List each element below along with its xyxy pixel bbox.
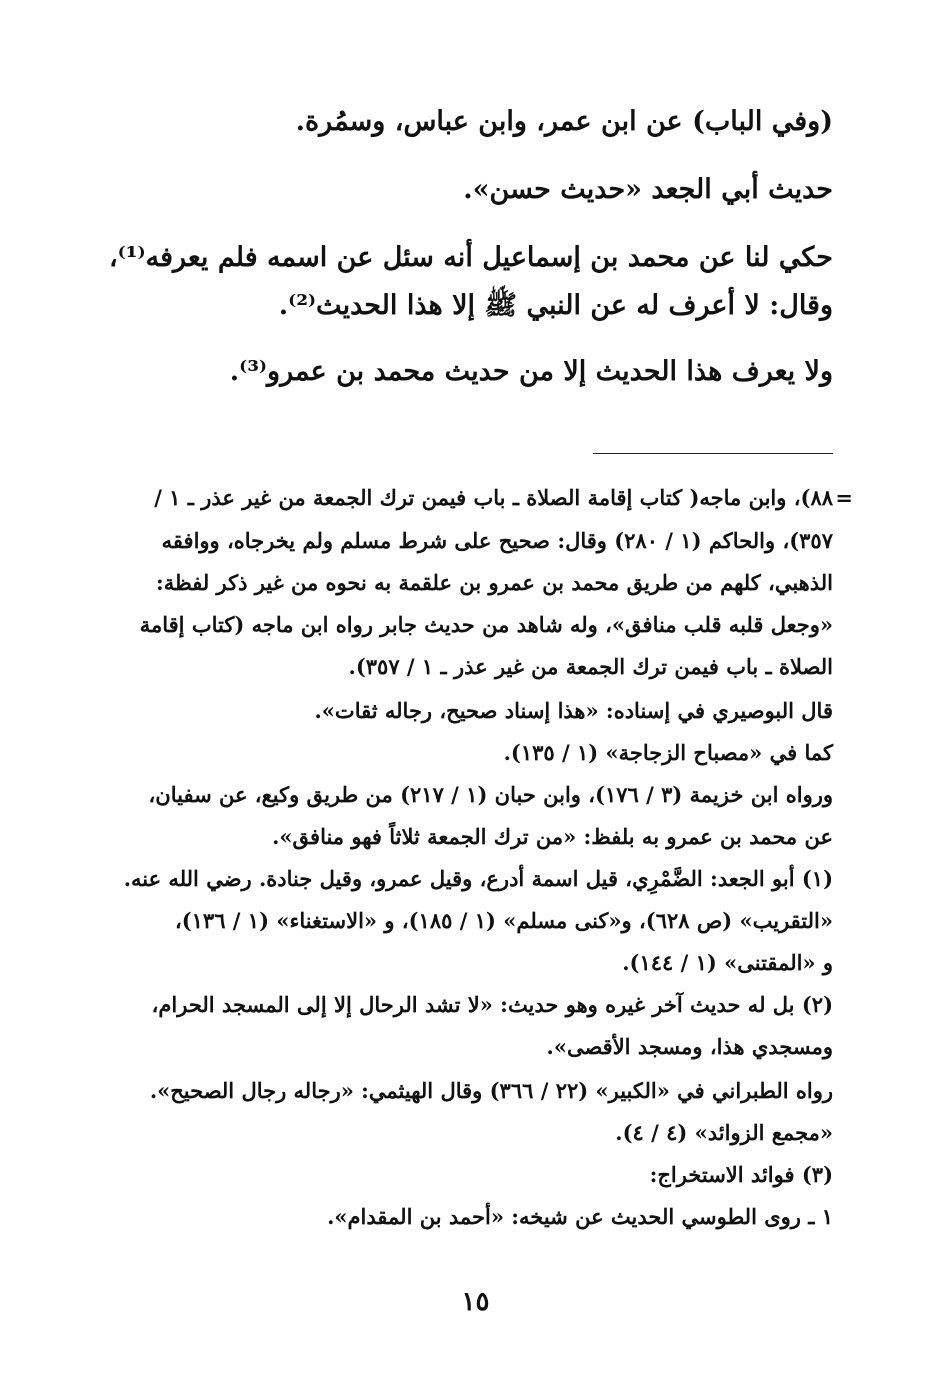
footnote-line: (٢) بل له حديث آخر غيره وهو حديث: «لا تشد الرحال إلا إلى المسجد الحرام، bbox=[151, 992, 833, 1017]
footnote-line: قال البوصيري في إسناده: «هذا إسناد صحيح، رجاله ثقات». bbox=[314, 698, 833, 723]
footnote-line: رواه الطبراني في «الكبير» (٢٢ / ٣٦٦) وقال الهيثمي: «رجاله رجال الصحيح». bbox=[149, 1078, 833, 1103]
main-text-line-4: وقال: لا أعرف له عن النبي ﷺ إلا هذا الحديث⁽²⁾. bbox=[278, 290, 833, 321]
footnote-line: ٨٨)، وابن ماجه( كتاب إقامة الصلاة ـ باب فيمن ترك الجمعة من غير عذر ـ ١ / bbox=[154, 485, 833, 510]
footnote-separator bbox=[593, 453, 833, 454]
main-text-line-1: (وفي الباب) عن ابن عمر، وابن عباس، وسمُرة. bbox=[295, 106, 833, 137]
footnote-line: (٣) فوائد الاستخراج: bbox=[649, 1162, 833, 1187]
footnote-line: عن محمد بن عمرو به بلفظ: «من ترك الجمعة ثلاثاً فهو منافق». bbox=[272, 824, 833, 849]
footnote-line: ومسجدي هذا، ومسجد الأقصى». bbox=[546, 1034, 833, 1059]
footnote-line: «مجمع الزوائد» (٤ / ٤). bbox=[615, 1120, 833, 1145]
main-text-line-3: حكي لنا عن محمد بن إسماعيل أنه سئل عن اسمه فلم يعرفه⁽¹⁾، bbox=[108, 242, 833, 273]
footnote-line: كما في «مصباح الزجاجة» (١ / ١٣٥). bbox=[503, 740, 833, 765]
footnote-line: الذهبي، كلهم من طريق محمد بن عمرو بن علقمة به نحوه من غير ذكر لفظة: bbox=[155, 570, 833, 595]
footnote-continuation-mark: = bbox=[835, 485, 853, 510]
page-number: ١٥ bbox=[461, 1287, 490, 1317]
footnote-line: ورواه ابن خزيمة (٣ / ١٧٦)، وابن حبان (١ / ٢١٧) من طريق وكيع، عن سفيان، bbox=[148, 782, 833, 807]
footnote-line: «التقريب» (ص ٦٢٨)، و«كنى مسلم» (١ / ١٨٥)، و «الاستغناء» (١ / ١٣٦)، bbox=[174, 908, 833, 933]
main-text-line-2: حديث أبي الجعد «حديث حسن». bbox=[463, 174, 833, 205]
footnote-line: ١ ـ روى الطوسي الحديث عن شيخه: «أحمد بن المقدام». bbox=[327, 1204, 833, 1229]
footnote-line: ٣٥٧)، والحاكم (١ / ٢٨٠) وقال: صحيح على شرط مسلم ولم يخرجاه، ووافقه bbox=[161, 528, 833, 553]
footnote-line: الصلاة ـ باب فيمن ترك الجمعة من غير عذر ـ ١ / ٣٥٧). bbox=[348, 654, 833, 679]
footnote-line: (١) أبو الجعد: الضَّمْرِي، قيل اسمة أدرع، وقيل عمرو، وقيل جنادة. رضي الله عنه. bbox=[123, 866, 833, 891]
main-text-line-5: ولا يعرف هذا الحديث إلا من حديث محمد بن عمرو⁽³⁾. bbox=[229, 356, 833, 387]
footnote-line: و «المقتنى» (١ / ١٤٤). bbox=[622, 950, 833, 975]
footnote-line: «وجعل قلبه قلب منافق»، وله شاهد من حديث جابر رواه ابن ماجه (كتاب إقامة bbox=[139, 612, 833, 637]
